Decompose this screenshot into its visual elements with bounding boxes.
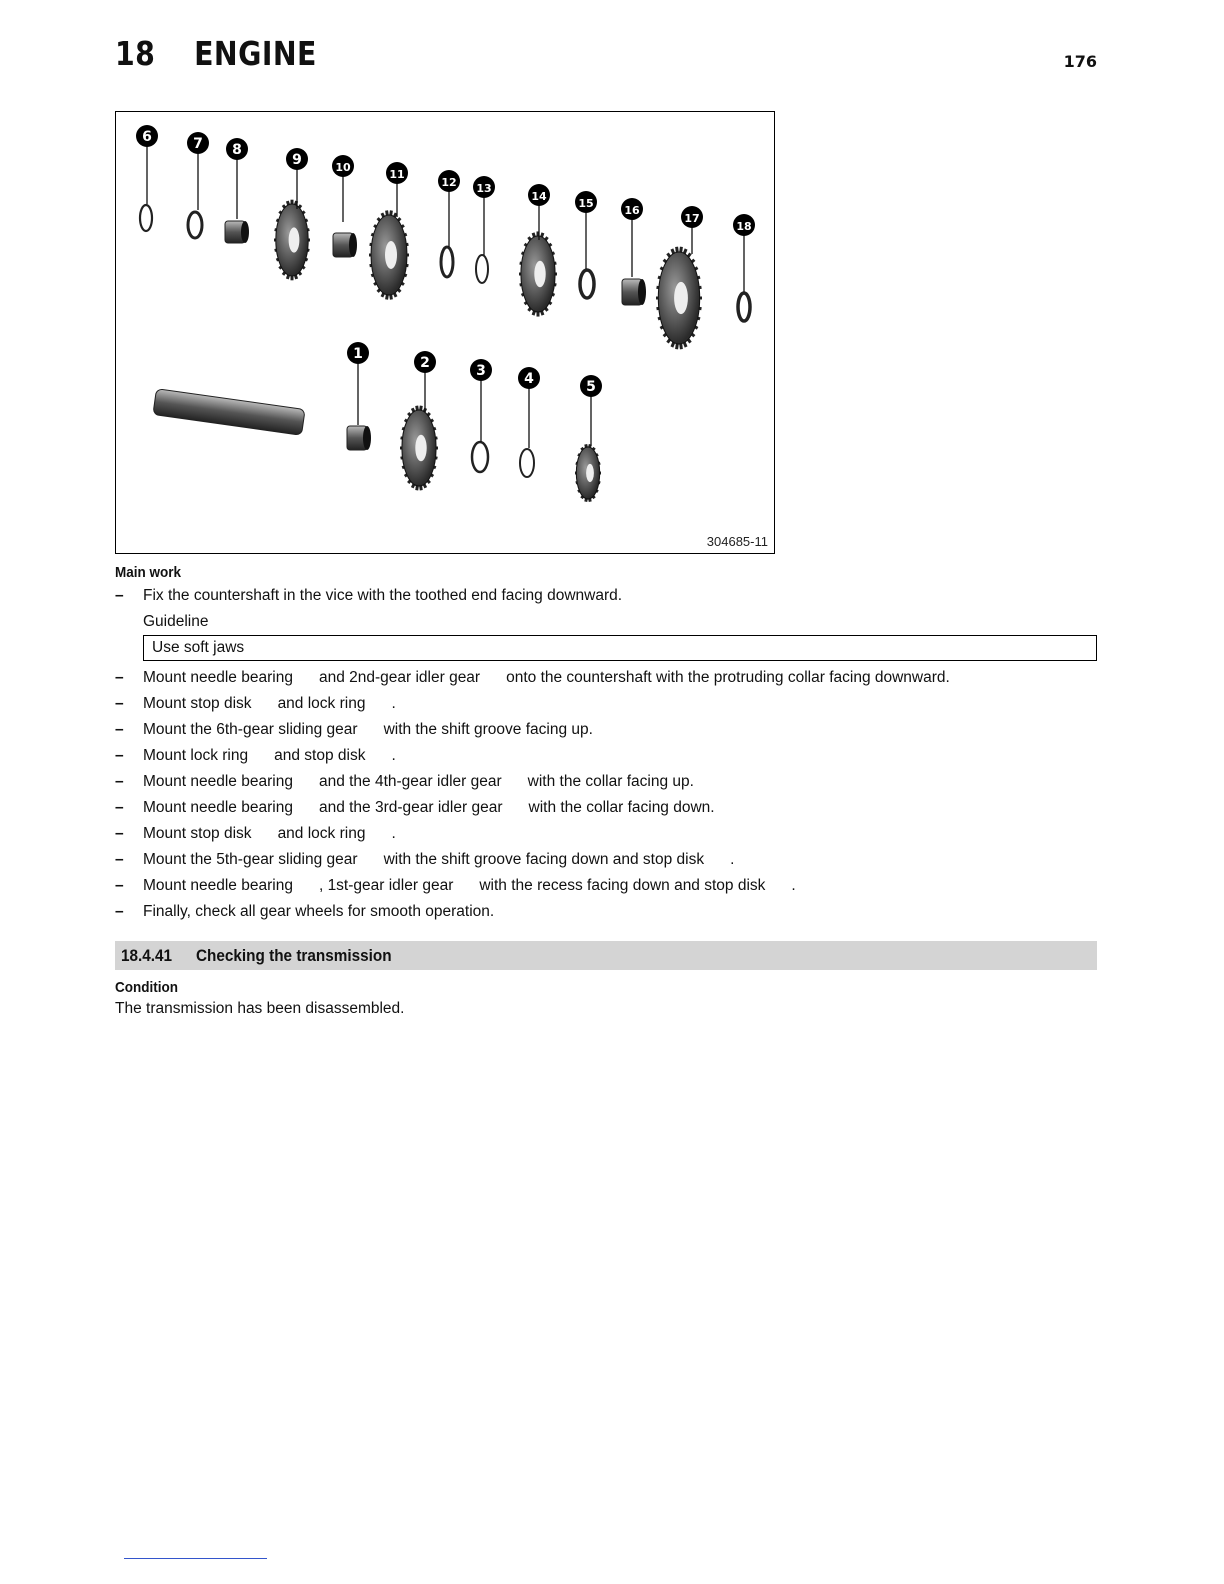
step-text: and 2nd-gear idler gear — [318, 669, 481, 686]
section-title: Checking the transmission — [196, 946, 393, 965]
step-text: Mount needle bearing — [143, 669, 293, 686]
step-text: Mount needle bearing — [143, 773, 293, 790]
step-text: Mount the 6th-gear sliding gear — [143, 721, 358, 738]
lock-ring — [441, 247, 453, 277]
bullet-dash: – — [115, 747, 124, 764]
step-item — [115, 691, 1097, 717]
bullet-dash: – — [115, 825, 124, 842]
lock-ring — [738, 293, 750, 321]
step-text: with the collar facing up. — [527, 773, 694, 790]
step-text: Mount the 5th-gear sliding gear — [143, 851, 358, 868]
callout-number: 15 — [578, 197, 594, 210]
chapter-title: ENGINE — [194, 34, 317, 73]
step-text: Mount stop disk — [143, 825, 252, 842]
gear — [274, 200, 310, 281]
step-final-check: – Finally, check all gear wheels for smooth operation. — [115, 899, 1097, 925]
step-item — [115, 847, 1097, 873]
main-work-heading: Main work — [115, 564, 182, 581]
step-text: . — [391, 695, 396, 712]
callout-number: 1 — [353, 346, 363, 362]
step-text: Mount stop disk — [143, 695, 252, 712]
step-item — [115, 769, 1097, 795]
callout-number: 7 — [193, 136, 203, 152]
gear-illustration — [116, 112, 775, 554]
gear — [656, 247, 702, 349]
callout-number: 3 — [476, 363, 486, 379]
step-text: and stop disk — [274, 747, 366, 764]
step-text: with the shift groove facing down and stop disk — [383, 851, 705, 868]
step-text: Mount needle bearing — [143, 799, 293, 816]
callout-number: 5 — [586, 379, 596, 395]
section-number: 18.4.41 — [121, 946, 173, 965]
lock-ring — [520, 449, 534, 477]
lock-ring — [140, 205, 152, 231]
footer-rule — [124, 1558, 267, 1559]
callout-number: 2 — [420, 355, 430, 371]
callout-number: 6 — [142, 129, 152, 145]
callout-number: 16 — [624, 204, 640, 217]
step-text: , 1st-gear idler gear — [318, 877, 454, 894]
gear — [575, 444, 601, 501]
bullet-dash: – — [115, 721, 124, 738]
condition-text: The transmission has been disassembled. — [115, 1000, 405, 1017]
exploded-gear-figure — [115, 111, 775, 554]
callout-number: 18 — [736, 220, 752, 233]
callout-number: 9 — [292, 152, 302, 168]
step-list — [115, 665, 1097, 899]
bullet-dash: – — [115, 799, 124, 816]
page-number: 176 — [1063, 52, 1097, 71]
lock-ring — [476, 255, 488, 283]
bullet-dash: – — [115, 773, 124, 790]
main-content — [115, 563, 1097, 1020]
callout-number: 11 — [389, 168, 405, 181]
condition-heading: Condition — [115, 979, 178, 996]
chapter-heading — [115, 34, 317, 73]
step-item — [115, 743, 1097, 769]
callout-number: 4 — [524, 371, 534, 387]
step-text: Mount lock ring — [143, 747, 249, 764]
guideline-box: Use soft jaws — [143, 635, 1097, 661]
lock-ring — [188, 212, 202, 238]
step-item — [115, 821, 1097, 847]
bullet-dash: – — [115, 695, 124, 712]
step-text: and lock ring — [277, 825, 366, 842]
step-text: . — [730, 851, 735, 868]
step-text: . — [791, 877, 796, 894]
callout-number: 8 — [232, 142, 242, 158]
callout-number: 13 — [476, 182, 492, 195]
step-item — [115, 717, 1097, 743]
step-item — [115, 665, 1097, 691]
step-text: . — [391, 747, 396, 764]
step-text: and the 3rd-gear idler gear — [318, 799, 503, 816]
guideline-label: Guideline — [143, 613, 209, 630]
callout-number: 14 — [531, 190, 547, 203]
bullet-dash: – — [115, 587, 124, 604]
bullet-dash: – — [115, 877, 124, 894]
bullet-dash: – — [115, 669, 124, 686]
gear — [369, 211, 409, 300]
step-fix-countershaft: – Fix the countershaft in the vice with the toothed end facing downward. — [115, 583, 1097, 609]
gear — [519, 231, 557, 316]
step-text: with the collar facing down. — [528, 799, 715, 816]
chapter-number: 18 — [115, 34, 156, 73]
bullet-dash: – — [115, 851, 124, 868]
step-text: Mount needle bearing — [143, 877, 293, 894]
countershaft — [153, 389, 305, 436]
step-item — [115, 873, 1097, 899]
step-text: and lock ring — [277, 695, 366, 712]
section-heading — [115, 941, 1097, 970]
step-item — [115, 795, 1097, 821]
step-text: with the shift groove facing up. — [383, 721, 593, 738]
step-text: . — [391, 825, 396, 842]
step-text: with the recess facing down and stop disk — [479, 877, 766, 894]
step-text: and the 4th-gear idler gear — [318, 773, 502, 790]
lock-ring — [472, 442, 488, 472]
gear — [400, 406, 438, 490]
figure-id: 304685-11 — [706, 534, 768, 549]
callout-number: 10 — [335, 161, 351, 174]
bullet-dash: – — [115, 903, 124, 920]
callout-number: 17 — [684, 212, 700, 225]
step-text: onto the countershaft with the protruding collar facing downward. — [506, 669, 950, 686]
lock-ring — [580, 270, 594, 298]
callout-number: 12 — [441, 176, 457, 189]
